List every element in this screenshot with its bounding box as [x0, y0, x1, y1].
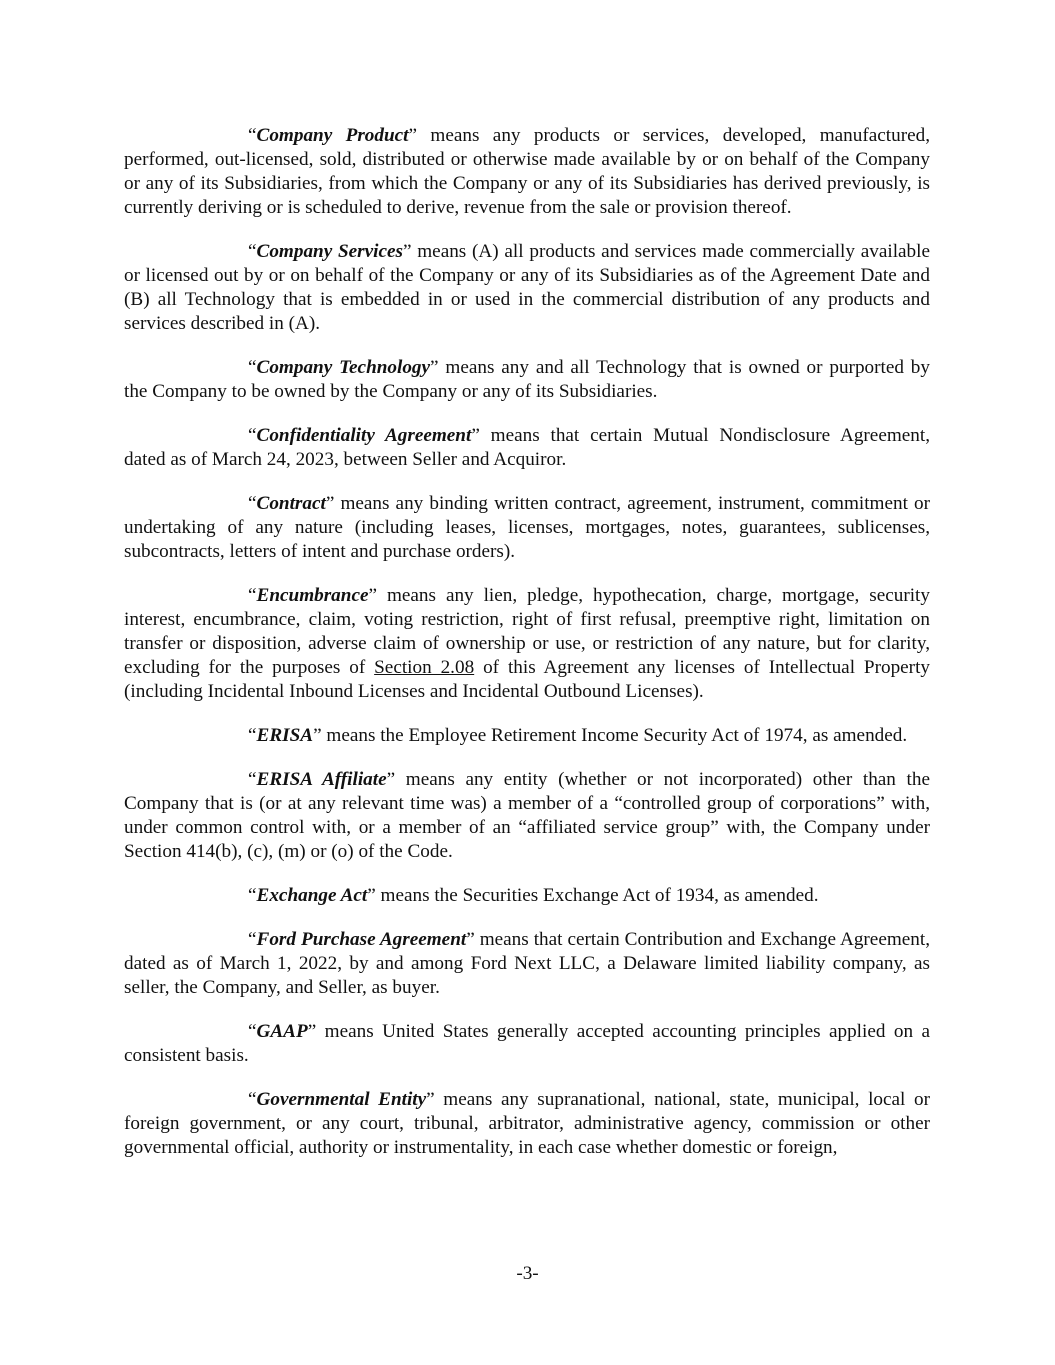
definition-gaap: “GAAP” means United States generally accepted accounting principles applied on a consistent basis. — [124, 1021, 930, 1066]
defined-term: Confidentiality Agreement — [256, 425, 472, 446]
definition-erisa: “ERISA” means the Employee Retirement Income Security Act of 1974, as amended. — [248, 725, 908, 746]
defined-term: Company Technology — [256, 357, 431, 378]
definition-text: ” means that certain Mutual Nondisclosure Agreement, dated as of March 24, 2023, between Seller and Acquiror. — [124, 425, 931, 470]
definition-erisa-affiliate: “ERISA Affiliate” means any entity (whether or not incorporated) other than the Company that is (or at any relevant time was) a member of a “controlled group of corporations” with, under common control with, or a member of an “affiliated service group” with, the Company under Section 414(b), (c), (m) or (o) of the Code. — [124, 769, 930, 862]
definition-text: ” means the Employee Retirement Income Security Act of 1974, as amended. — [313, 725, 908, 746]
definition-company-technology: “Company Technology” means any and all Technology that is owned or purported by the Company to be owned by the Company or any of its Subsidiaries. — [124, 357, 930, 402]
definition-confidentiality-agreement: “Confidentiality Agreement” means that certain Mutual Nondisclosure Agreement, dated as of March 24, 2023, between Seller and Acquiror. — [124, 425, 931, 470]
defined-term: ERISA — [256, 725, 314, 746]
definition-text: ” means United States generally accepted accounting principles applied on a consistent basis. — [124, 1021, 930, 1066]
defined-term: Contract — [256, 493, 326, 514]
defined-term: ERISA Affiliate — [256, 769, 387, 790]
defined-term: Exchange Act — [256, 885, 368, 906]
definition-text: ” means any products or services, developed, manufactured, performed, out-licensed, sold, distributed or otherwise made available by or on behalf of the Company or any of its Subsidiaries, from which the Company or any of its Subsidiaries has derived previously, is currently deriving or is scheduled to derive, revenue from the sale or provision thereof. — [124, 125, 930, 218]
definition-governmental-entity: “Governmental Entity” means any supranational, national, state, municipal, local or foreign government, or any court, tribunal, arbitrator, administrative agency, commission or other governmental official, authority or instrumentality, in each case whether domestic or foreign, — [124, 1089, 931, 1158]
definition-encumbrance: “Encumbrance” means any lien, pledge, hypothecation, charge, mortgage, security interest, encumbrance, claim, voting restriction, right of first refusal, preemptive right, limitation on transfer or disposition, adverse claim of ownership or use, or restriction of any nature, but for clarity, excluding for the purposes of Section 2.08 of this Agreement any licenses of Intellectual Property (including Incidental Inbound Licenses and Incidental Outbound Licenses). — [124, 585, 930, 702]
definition-text: ” means any and all Technology that is owned or purported by the Company to be owned by the Company or any of its Subsidiaries. — [124, 357, 930, 402]
defined-term: GAAP — [256, 1021, 308, 1042]
page-number: -3- — [516, 1263, 539, 1284]
definition-company-product: “Company Product” means any products or services, developed, manufactured, performed, out-licensed, sold, distributed or otherwise made available by or on behalf of the Company or any of its Subsidiaries, from which the Company or any of its Subsidiaries has derived previously, is currently deriving or is scheduled to derive, revenue from the sale or provision thereof. — [124, 125, 930, 218]
definition-exchange-act: “Exchange Act” means the Securities Exchange Act of 1934, as amended. — [248, 885, 819, 906]
definition-ford-purchase-agreement: “Ford Purchase Agreement” means that certain Contribution and Exchange Agreement, dated as of March 1, 2022, by and among Ford Next LLC, a Delaware limited liability company, as seller, the Company, and Seller, as buyer. — [124, 929, 930, 998]
defined-term: Governmental Entity — [256, 1089, 427, 1110]
definition-text: ” means that certain Contribution and Exchange Agreement, dated as of March 1, 2022, by and among Ford Next LLC, a Delaware limited liability company, as seller, the Company, and Seller, as buyer. — [124, 929, 930, 998]
defined-term: Encumbrance — [256, 585, 369, 606]
section-reference-link[interactable]: Section 2.08 — [374, 657, 475, 678]
definition-text: ” means any binding written contract, agreement, instrument, commitment or undertaking of any nature (including leases, licenses, mortgages, notes, guarantees, sublicenses, subcontracts, letters of intent and purchase orders). — [124, 493, 930, 562]
definition-company-services: “Company Services” means (A) all products and services made commercially available or licensed out by or on behalf of the Company or any of its Subsidiaries as of the Agreement Date and (B) all Technology that is embedded in or used in the commercial distribution of any products and services described in (A). — [124, 241, 930, 334]
defined-term: Company Services — [256, 241, 403, 262]
definition-text: ” means any supranational, national, state, municipal, local or foreign government, or any court, tribunal, arbitrator, administrative agency, commission or other governmental official, authority or instrumentality, in each case whether domestic or foreign, — [124, 1089, 931, 1158]
definition-text: ” means the Securities Exchange Act of 1934, as amended. — [367, 885, 819, 906]
definition-text: ” means (A) all products and services made commercially available or licensed out by or on behalf of the Company or any of its Subsidiaries as of the Agreement Date and (B) all Technology that is embedded in or used in the commercial distribution of any products and services described in (A). — [124, 241, 930, 334]
definition-contract: “Contract” means any binding written contract, agreement, instrument, commitment or undertaking of any nature (including leases, licenses, mortgages, notes, guarantees, sublicenses, subcontracts, letters of intent and purchase orders). — [124, 493, 930, 562]
defined-term: Ford Purchase Agreement — [256, 929, 467, 950]
definition-text: ” means any entity (whether or not incorporated) other than the Company that is (or at any relevant time was) a member of a “controlled group of corporations” with, under common control with, or a member of an “affiliated service group” with, the Company under Section 414(b), (c), (m) or (o) of the Code. — [124, 769, 930, 862]
definition-text: ” means any lien, pledge, hypothecation, charge, mortgage, security interest, encumbrance, claim, voting restriction, right of first refusal, preemptive right, limitation on transfer or disposition, adverse claim of ownership or use, or restriction of any nature, but for clarity, excluding for the purposes of — [124, 585, 930, 678]
definitions-list — [124, 124, 930, 1180]
definition-text-after: of this Agreement any licenses of Intellectual Property (including Incidental Inbound Licenses and Incidental Outbound Licenses). — [124, 657, 930, 702]
defined-term: Company Product — [256, 125, 409, 146]
